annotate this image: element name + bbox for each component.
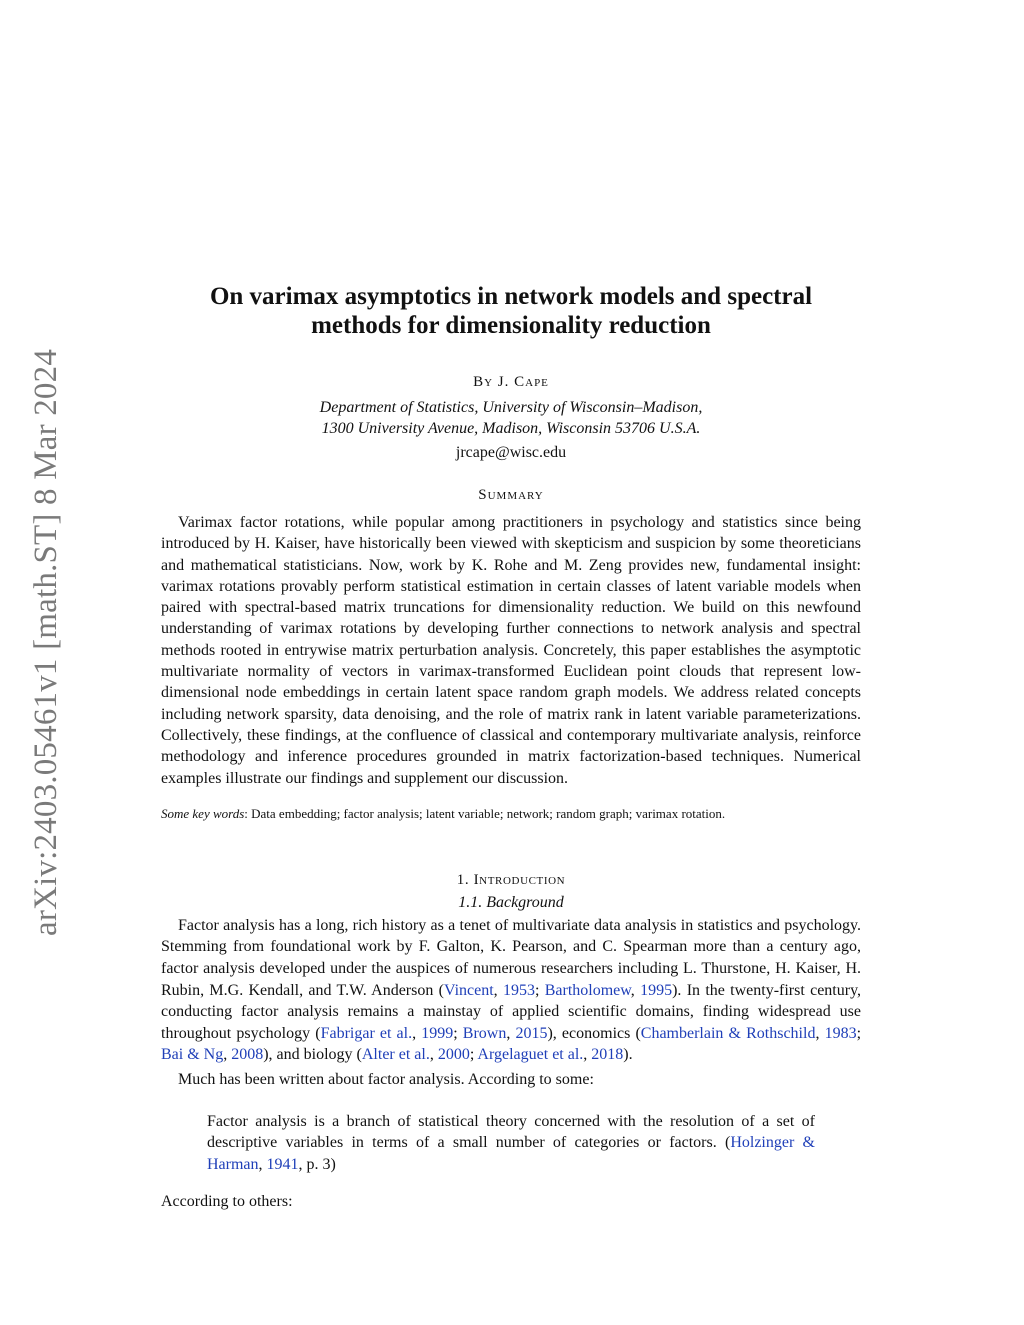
title-line-1: On varimax asymptotics in network models and spectral xyxy=(209,283,813,310)
arxiv-identifier-text: arXiv:2403.05461v1 [math.ST] 8 Mar 2024 xyxy=(28,348,65,937)
citation-argelaguet[interactable]: Argelaguet et al. xyxy=(477,1046,584,1064)
para-text: ; xyxy=(453,1024,463,1042)
arxiv-identifier xyxy=(27,340,67,945)
para-text: , xyxy=(630,981,641,999)
para-text: ), and biology ( xyxy=(263,1046,362,1064)
byline xyxy=(161,374,861,391)
citation-alter[interactable]: Alter et al. xyxy=(361,1046,430,1064)
block-quote xyxy=(207,1111,815,1176)
para-text: ; xyxy=(534,981,545,999)
para-text: ; xyxy=(856,1024,862,1042)
keywords xyxy=(161,806,861,822)
author-name: J. Cape xyxy=(497,374,549,390)
citation-alter-year[interactable]: 2000 xyxy=(437,1046,470,1064)
citation-holzinger-year[interactable]: 1941 xyxy=(266,1155,299,1173)
subsection-heading-background: 1.1. Background xyxy=(458,893,564,911)
citation-bai-ng-year[interactable]: 2008 xyxy=(231,1046,264,1064)
para-text: , xyxy=(223,1046,232,1064)
quote-text: , p. 3) xyxy=(298,1155,336,1173)
citation-bartholomew[interactable]: Bartholomew xyxy=(544,981,631,999)
citation-brown-year[interactable]: 2015 xyxy=(515,1024,548,1042)
citation-chamberlain[interactable]: Chamberlain & Rothschild xyxy=(640,1024,816,1042)
citation-chamberlain-year[interactable]: 1983 xyxy=(824,1024,857,1042)
summary-heading: Summary xyxy=(478,487,544,503)
para-text: , xyxy=(493,981,503,999)
para-text: ), economics ( xyxy=(547,1024,641,1042)
citation-holzinger[interactable]: Holzinger & Harman xyxy=(207,1134,816,1173)
abstract-text: Varimax factor rotations, while popular among practitioners in psychology and statistics since being introduced by H. Kaiser, have historically been viewed with skepticism and suspicion by some theoreticians and mathematical statisticians. Now, work by K. Rohe and M. Zeng provides new, fundamental insight: varimax rotations provably perform statistical estimation in certain classes of latent variable models when paired with spectral-based matrix truncations for dimensionality reduction. We build on this newfound understanding of varimax rotations by developing further connections to network analysis and spectral methods rooted in entrywise matrix perturbation analysis. Concretely, this paper establishes the asymptotic multivariate normality of vectors in varimax-transformed Euclidean point clouds that represent low-dimensional node embeddings in certain latent space random graph models. We address related concepts including network sparsity, data denoising, and the role of matrix rank in latent variable parameterizations. Collectively, these findings, at the confluence of classical and contemporary multivariate analysis, reinforce methodology and inference procedures grounded in matrix factorization-based techniques. Numerical examples illustrate our findings and supplement our discussion. xyxy=(161,514,861,787)
citation-vincent-year[interactable]: 1953 xyxy=(502,981,535,999)
paragraph-background xyxy=(161,915,861,1066)
citation-vincent[interactable]: Vincent xyxy=(443,981,494,999)
para-text: , xyxy=(815,1024,825,1042)
para-text: ). In the twenty-first century, conducting factor analysis remains a mainstay of applied scientific domains, finding widespread use throughout psychology ( xyxy=(161,981,862,1042)
by-label: By xyxy=(473,374,494,390)
para-text: ; xyxy=(469,1046,478,1064)
paragraph-much-written: Much has been written about factor analysis. According to some: xyxy=(178,1071,594,1089)
quote-text: , xyxy=(258,1155,267,1173)
paper-page xyxy=(161,282,861,1211)
section-heading-introduction: 1. Introduction xyxy=(456,871,566,888)
citation-brown[interactable]: Brown xyxy=(462,1024,507,1042)
title-line-2: methods for dimensionality reduction xyxy=(311,312,711,339)
para-text: , xyxy=(412,1024,422,1042)
affiliation-line-1: Department of Statistics, University of Wisconsin–Madison, xyxy=(319,399,703,416)
citation-bai-ng[interactable]: Bai & Ng xyxy=(161,1046,224,1064)
keywords-label: Some key words xyxy=(161,805,245,821)
keywords-list: : Data embedding; factor analysis; latent variable; network; random graph; varimax rotation. xyxy=(244,805,726,821)
para-text: , xyxy=(506,1024,516,1042)
citation-argelaguet-year[interactable]: 2018 xyxy=(591,1046,624,1064)
quote-text: Factor analysis is a branch of statistical theory concerned with the resolution of a set of descriptive variables in terms of a small number of categories or factors. ( xyxy=(207,1112,815,1152)
para-text: , xyxy=(583,1046,592,1064)
citation-bartholomew-year[interactable]: 1995 xyxy=(640,981,673,999)
affiliation-line-2: 1300 University Avenue, Madison, Wisconsin 53706 U.S.A. xyxy=(321,420,701,437)
paragraph-according-to-others: According to others: xyxy=(161,1193,293,1211)
paper-title xyxy=(161,282,861,340)
citation-fabrigar[interactable]: Fabrigar et al. xyxy=(320,1024,413,1042)
author-email[interactable]: jrcape@wisc.edu xyxy=(455,444,567,461)
para-text: Factor analysis has a long, rich history as a tenet of multivariate data analysis in statistics and psychology. Stemming from foundational work by F. Galton, K. Pearson, and C. Spearman more than a century ago, factor analysis developed under the auspices of numerous researchers including L. Thurstone, H. Kaiser, H. Rubin, M.G. Kendall, and T.W. Anderson ( xyxy=(161,916,861,999)
para-text: , xyxy=(429,1046,438,1064)
citation-fabrigar-year[interactable]: 1999 xyxy=(421,1024,454,1042)
para-text: ). xyxy=(623,1046,633,1064)
affiliation xyxy=(161,397,861,439)
